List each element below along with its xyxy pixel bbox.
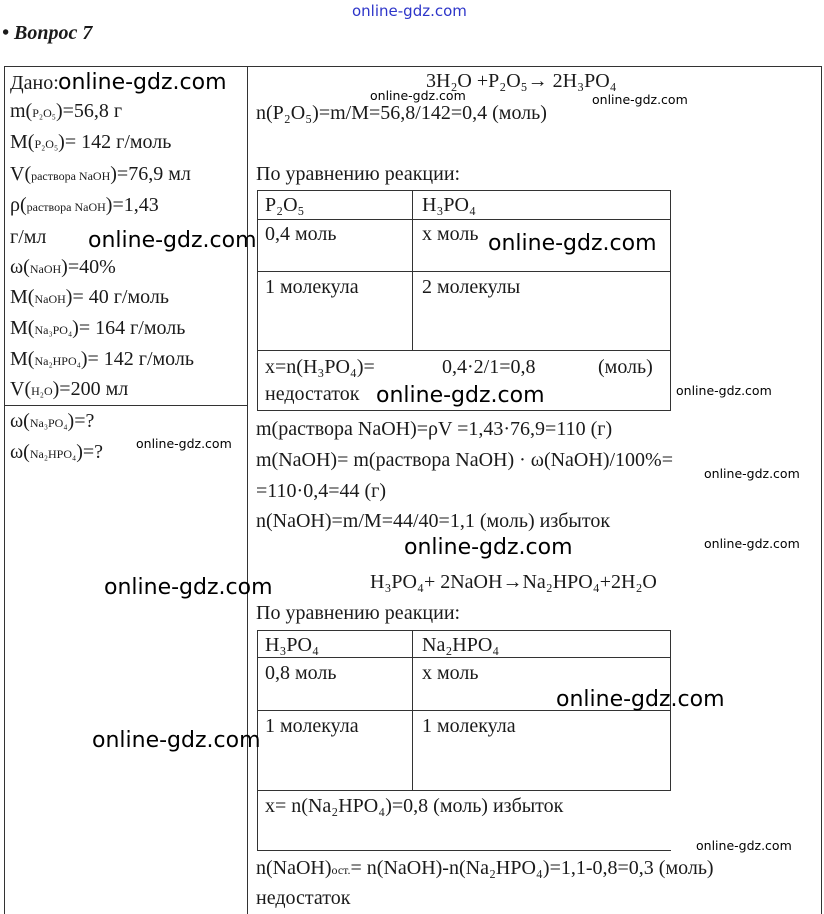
n-naoh-rest-2: недостаток (256, 887, 351, 909)
table2-header-1: H₃PO₄ (265, 634, 319, 656)
given-line: M(Na₃PO₄)= 164 г/моль (10, 317, 186, 339)
n-naoh: n(NaOH)=m/M=44/40=1,1 (моль) избыток (256, 510, 611, 532)
watermark: online-gdz.com (92, 728, 261, 753)
table1-cell: 0,4 моль (265, 223, 337, 245)
watermark: online-gdz.com (136, 436, 232, 451)
table2-cell: 1 молекула (265, 715, 359, 737)
watermark: online-gdz.com (704, 466, 800, 481)
watermark: online-gdz.com (488, 231, 657, 256)
table2-cell: х моль (422, 662, 479, 684)
table1-line (257, 350, 671, 351)
table1-line (257, 190, 671, 191)
table2-line (257, 790, 671, 791)
m-naoh: m(NaOH)= m(раствора NaOH) · ω(NaOH)/100%= (256, 449, 673, 471)
table1-cell: х моль (422, 223, 479, 245)
watermark: online-gdz.com (696, 838, 792, 853)
table2-line (257, 657, 671, 658)
given-find-divider (4, 405, 247, 406)
given-line: V(H₂O)=200 мл (10, 378, 129, 400)
table2-header-2: Na₂HPO₄ (422, 634, 500, 656)
watermark: online-gdz.com (556, 687, 725, 712)
table1-line (257, 190, 258, 410)
table1-result: (моль) (598, 356, 653, 378)
table1-result: 0,4·2/1=0,8 (442, 356, 536, 378)
frame-right (821, 66, 822, 914)
watermark: online-gdz.com (88, 228, 257, 253)
m-naoh-2: =110·0,4=44 (г) (256, 480, 386, 502)
given-line: M(NaOH)= 40 г/моль (10, 286, 169, 308)
frame-divider (247, 66, 248, 914)
equation-2: H₃PO₄+ 2NaOH→Na₂HPO₄+2H₂O (370, 571, 657, 593)
table2-line (412, 630, 413, 790)
table1-cell: 1 молекула (265, 276, 359, 298)
watermark: online-gdz.com (704, 536, 800, 551)
table1-result: недостаток (265, 383, 360, 405)
watermark: online-gdz.com (592, 92, 688, 107)
n-naoh-rest: n(NaOH)ост.= n(NaOH)-n(Na₂HPO₄)=1,1-0,8=0,3 (моль) (256, 857, 714, 879)
given-line: г/мл (10, 226, 47, 248)
find-line: ω(Na₃PO₄)=? (10, 410, 95, 432)
by-equation-2: По уравнению реакции: (256, 602, 461, 624)
given-line: ω(NaOH)=40% (10, 256, 116, 278)
table1-line (670, 190, 671, 410)
header-watermark: online-gdz.com (352, 2, 467, 20)
watermark: online-gdz.com (376, 383, 545, 408)
table2-cell: 0,8 моль (265, 662, 337, 684)
table1-line (412, 190, 413, 350)
watermark: online-gdz.com (104, 575, 273, 600)
by-equation-1: По уравнению реакции: (256, 163, 461, 185)
equation-1: 3H₂O +P₂O₅→ 2H₃PO₄ (426, 70, 617, 92)
table1-result: х=n(H₃PO₄)= (265, 356, 375, 378)
table1-header-1: P₂O₅ (265, 194, 305, 216)
given-line: m(P₂O₅)=56,8 г (10, 100, 123, 122)
watermark: online-gdz.com (370, 88, 466, 103)
watermark: online-gdz.com (58, 70, 227, 95)
table1-line (257, 271, 671, 272)
table2-line (257, 850, 671, 851)
question-title: • Вопрос 7 (2, 22, 93, 44)
table1-line (257, 219, 671, 220)
table1-cell: 2 молекулы (422, 276, 521, 298)
table2-result: х= n(Na₂HPO₄)=0,8 (моль) избыток (265, 795, 564, 817)
watermark: online-gdz.com (676, 383, 772, 398)
n-p2o5: n(P₂O₅)=m/M=56,8/142=0,4 (моль) (256, 102, 547, 124)
frame-top (4, 66, 822, 67)
frame-left (4, 66, 5, 914)
watermark: online-gdz.com (404, 535, 573, 560)
given-label: Дано: (10, 72, 59, 94)
table2-cell: 1 молекула (422, 715, 516, 737)
table1-line (257, 410, 671, 411)
given-line: ρ(раствора NaOH)=1,43 (10, 194, 159, 216)
m-solution: m(раствора NaOH)=ρV =1,43·76,9=110 (г) (256, 418, 613, 440)
find-line: ω(Na₂HPO₄)=? (10, 441, 104, 463)
given-line: V(раствора NaOH)=76,9 мл (10, 163, 191, 185)
given-line: M(Na₂HPO₄)= 142 г/моль (10, 348, 195, 370)
table1-header-2: H₃PO₄ (422, 194, 476, 216)
given-line: M(P₂O₅)= 142 г/моль (10, 131, 172, 153)
table2-line (257, 630, 671, 631)
